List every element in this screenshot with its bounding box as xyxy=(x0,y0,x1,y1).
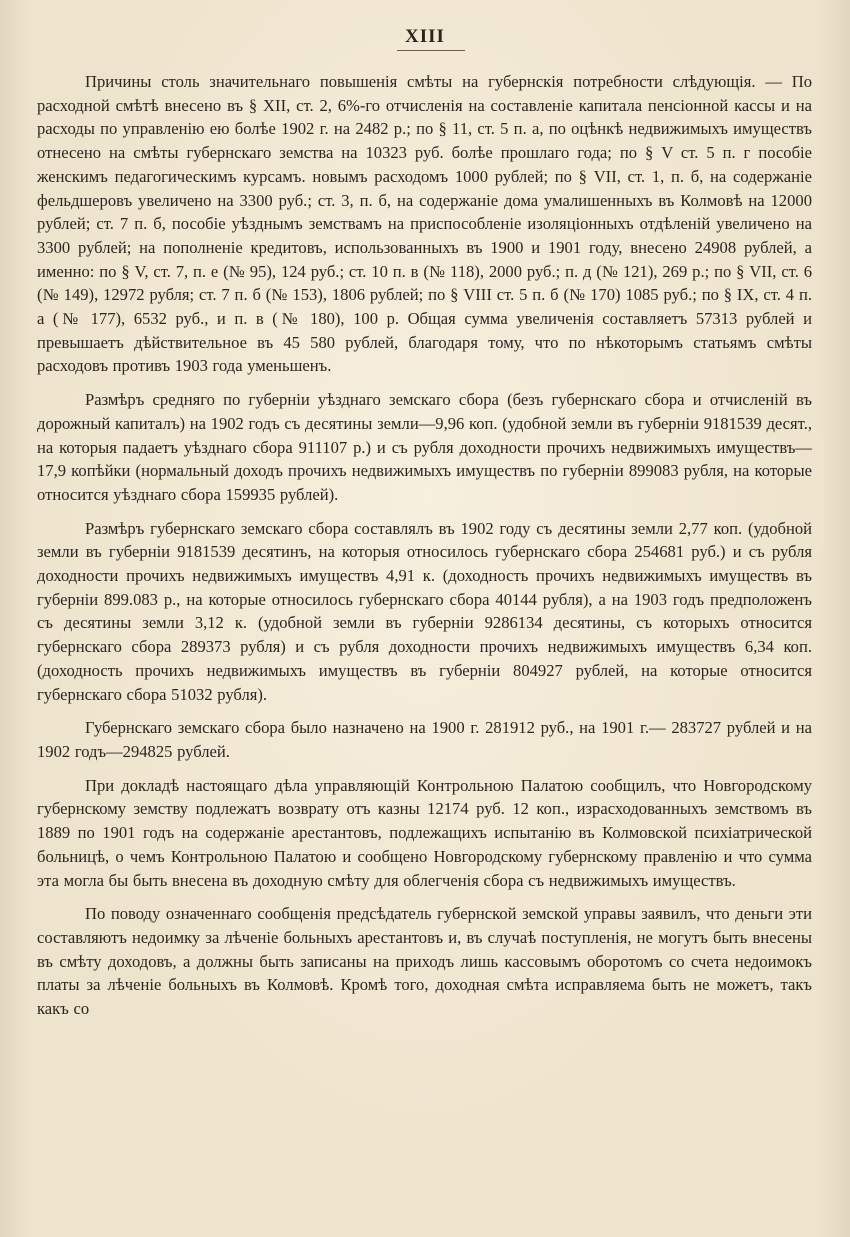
paragraph-provincial-levy: Размѣръ губернскаго земскаго сбора составлялъ въ 1902 году съ десятины земли 2,77 коп. (удобной земли въ губерніи 9181539 десятинъ, на которыя относилось губернскаго сбора 254681 руб.) и съ рубля доходности прочихъ недвижимыхъ имуществъ 4,91 к. (доходность прочихъ недвижимыхъ имуществъ въ губерніи 899.083 р., на которые относилось губернскаго сбора 40144 рубля), а на 1903 годъ предположенъ съ десятины земли 3,12 к. (удобной земли въ губерніи 9286134 десятины, съ которыхъ относится губернскаго сбора 289373 рубля) и съ рубля доходности прочихъ недвижимыхъ имуществъ 6,34 коп. (доходность прочихъ недвижимыхъ имуществъ въ губерніи 804927 рублей, на которые относится губернскаго сбора 51032 рубля). xyxy=(37,518,812,704)
paragraph-district-levy: Размѣръ средняго по губерніи уѣзднаго земскаго сбора (безъ губернскаго сбора и отчисленій въ дорожный капиталъ) на 1902 годъ съ десятины земли—9,96 коп. (удобной земли въ губерніи 9181539 десят., на которыя падаетъ уѣзднаго сбора 911107 р.) и съ рубля доходности прочихъ недвижимыхъ имуществъ—17,9 копѣйки (нормальный доходъ прочихъ недвижимыхъ имуществъ по губерніи 899083 рубля, на которые относится уѣзднаго сбора 159935 рублей). xyxy=(37,390,812,504)
header-rule xyxy=(397,50,465,51)
body-text xyxy=(37,70,812,1031)
page-number: XIII xyxy=(405,26,445,47)
paragraph-control-chamber-report: При докладѣ настоящаго дѣла управляющій Контрольною Палатою сообщилъ, что Новгородскому губернскому земству подлежатъ возврату отъ казны 12174 руб. 12 коп., израсходованныхъ земствомъ въ 1889 по 1901 годъ на содержаніе арестантовъ, подлежащихъ испытанію въ Колмовской психіатрической больницѣ, о чемъ Контрольною Палатою и сообщено Новгородскому губернскому правленію и что сумма эта могла бы быть внесена въ доходную смѣту для облегченія сбора съ недвижимыхъ имуществъ. xyxy=(37,775,812,890)
paragraph-levy-history: Губернскаго земскаго сбора было назначено на 1900 г. 281912 руб., на 1901 г.— 283727 рублей и на 1902 годъ—294825 рублей. xyxy=(37,718,812,761)
paragraph-chairman-statement: По поводу означеннаго сообщенія предсѣдатель губернской земской управы заявилъ, что деньги эти составляютъ недоимку за лѣченіе больныхъ арестантовъ и, въ случаѣ поступленія, не могутъ быть внесены въ смѣту доходовъ, а должны быть записаны на приходъ лишь кассовымъ оборотомъ со счета недоимокъ платы за лѣченіе больныхъ въ Колмовѣ. Кромѣ того, доходная смѣта исправляема быть не можетъ, такъ какъ со xyxy=(37,904,812,1019)
paragraph-budget-increase: Причины столь значительнаго повышенія смѣты на губернскія потребности слѣдующія. — По расходной смѣтѣ внесено въ § XII, ст. 2, 6%-го отчисленія на составленіе капитала пенсіонной кассы и на расходы по управленію ею болѣе 1902 г. на 2482 р.; по § 11, ст. 5 п. а, по оцѣнкѣ недвижимыхъ имуществъ отнесено на смѣты губернскаго земства на 10323 руб. болѣе прошлаго года; по § V ст. 5 п. г пособіе женскимъ педагогическимъ курсамъ. новымъ расходомъ 1000 рублей; по § VII, ст. 1, п. б, на содержаніе фельдшеровъ увеличено на 3300 руб.; ст. 3, п. б, на содержаніе дома умалишенныхъ въ Колмовѣ на 12000 рублей; ст. 7 п. б, пособіе уѣзднымъ земствамъ на приспособленіе изоляціонныхъ отдѣленій увеличено на 3300 рублей; на пополненіе кредитовъ, использованныхъ въ 1900 и 1901 году, внесено 24908 рублей, а именно: по § V, ст. 7, п. е (№ 95), 124 руб.; ст. 10 п. в (№ 118), 2000 руб.; п. д (№ 121), 269 р.; по § VII, ст. 6 (№ 149), 12972 рубля; ст. 7 п. б (№ 153), 1806 рублей; по § VIII ст. 5 п. б (№ 170) 1085 руб.; по § IX, ст. 4 п. а (№ 177), 6532 руб., и п. в (№ 180), 100 р. Общая сумма увеличенія составляетъ 57313 рублей и превышаетъ дѣйствительное въ 45 580 рублей, благодаря тому, что по нѣкоторымъ статьямъ смѣты расходовъ противъ 1903 года уменьшенъ. xyxy=(37,72,812,376)
